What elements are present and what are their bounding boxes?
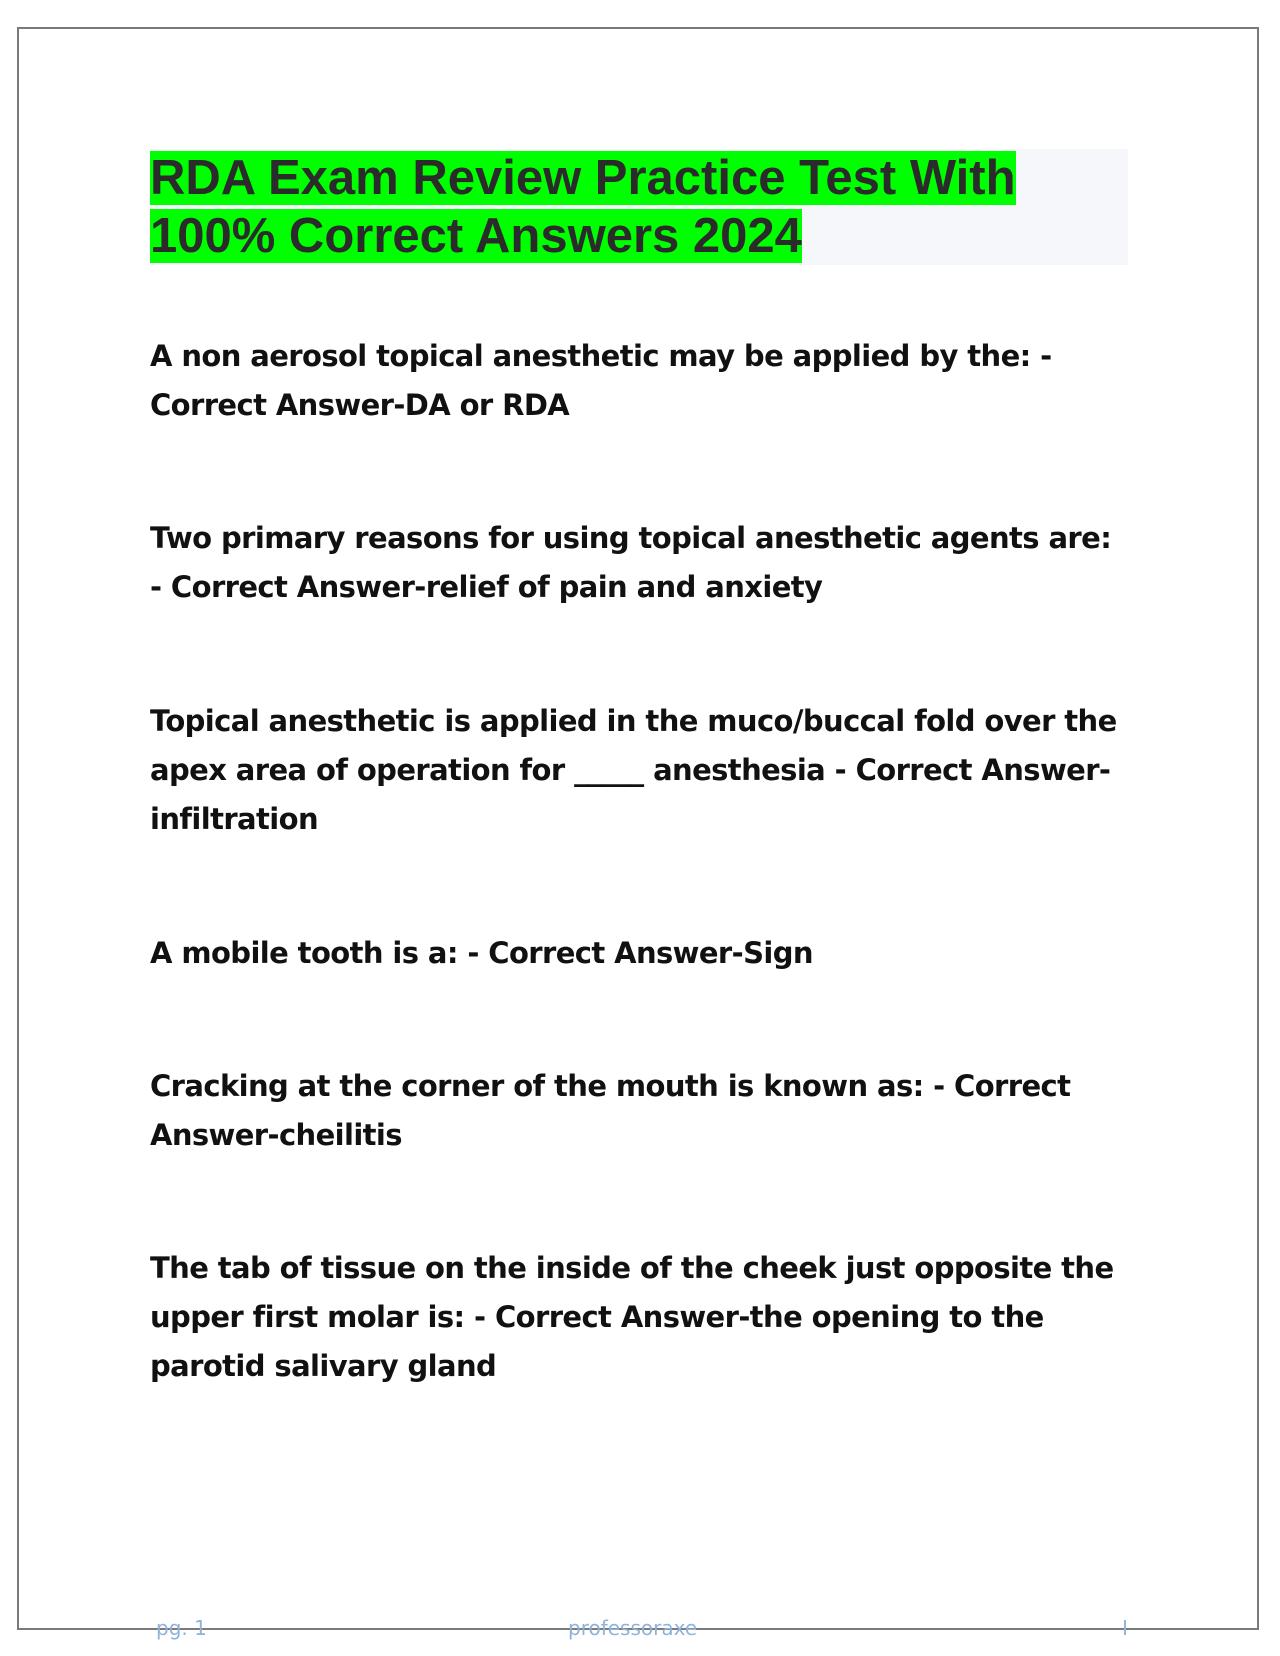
qa-item-1: A non aerosol topical anesthetic may be applied by the: - Correct Answer-DA or RDA — [150, 339, 1052, 422]
document-title — [150, 149, 1128, 265]
footer-mark: I — [1122, 1616, 1128, 1640]
qa-item-5: Cracking at the corner of the mouth is known as: - Correct Answer-cheilitis — [150, 1069, 1071, 1152]
qa-item-6: The tab of tissue on the inside of the cheek just opposite the upper first molar is: - Correct Answer-the opening to the parotid salivary gland — [150, 1251, 1114, 1383]
qa-item-3: Topical anesthetic is applied in the muco/buccal fold over the apex area of operation for _____ anesthesia - Correct Answer-infiltration — [150, 704, 1117, 836]
qa-item-4: A mobile tooth is a: - Correct Answer-Sign — [150, 936, 813, 970]
footer-page-number: pg. 1 — [156, 1616, 207, 1640]
footer-author: professoraxe — [568, 1616, 698, 1640]
title-block — [150, 149, 1128, 265]
title-highlight: RDA Exam Review Practice Test With 100% Correct Answers 2024 — [150, 151, 1016, 263]
qa-item-2: Two primary reasons for using topical anesthetic agents are: - Correct Answer-relief of pain and anxiety — [150, 521, 1112, 604]
